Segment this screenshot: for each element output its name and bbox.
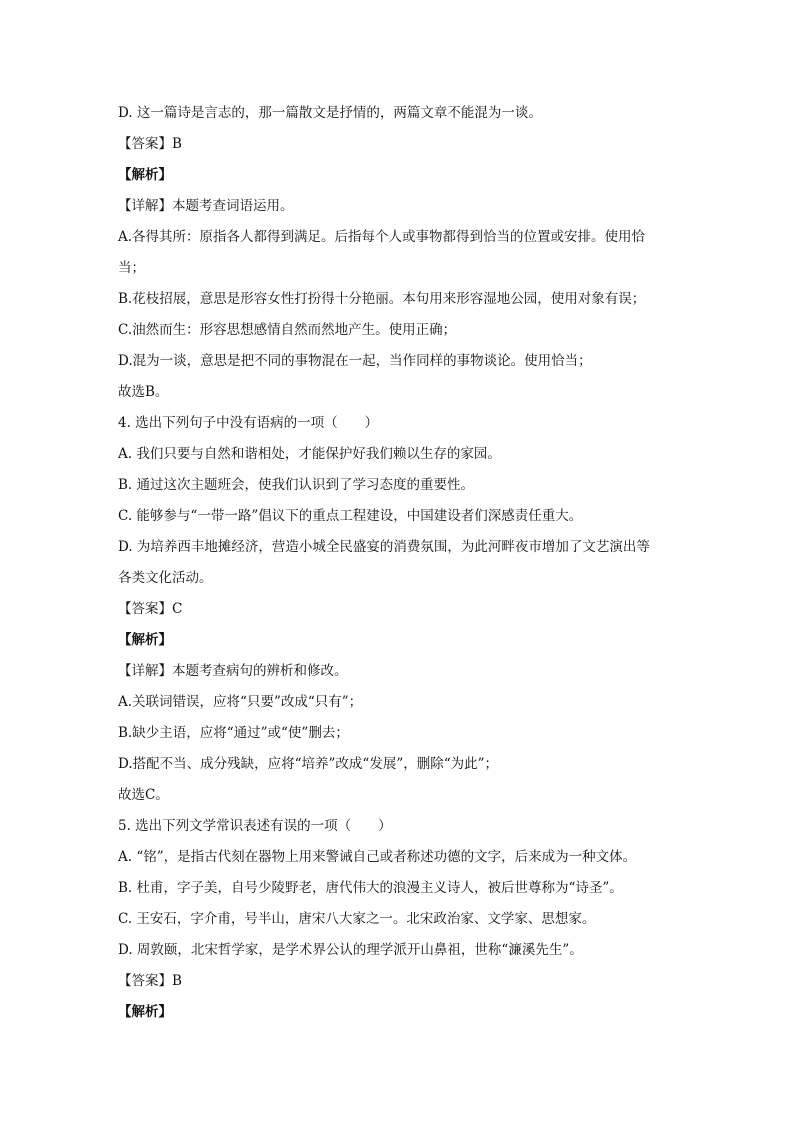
answer-q5: 【答案】B	[118, 973, 182, 989]
explain-b-q3: B.花枝招展，意思是形容女性打扮得十分艳丽。本句用来形容湿地公园，使用对象有误；	[118, 291, 646, 307]
conclusion-q3: 故选B。	[118, 384, 169, 400]
question-5: 5. 选出下列文学常识表述有误的一项（ ）	[118, 818, 392, 834]
explain-c-q3: C.油然而生：形容思想感情自然而然地产生。使用正确；	[118, 322, 457, 338]
answer-q3: 【答案】B	[118, 136, 182, 152]
option-d-q4: D. 为培养西丰地摊经济，营造小城全民盛宴的消费氛围，为此河畔夜市增加了文艺演出等	[118, 539, 650, 555]
conclusion-q4: 故选C。	[118, 787, 169, 803]
option-c-q4: C. 能够参与“一带一路”倡议下的重点工程建设，中国建设者们深感责任重大。	[118, 508, 583, 524]
explain-b-q4: B.缺少主语，应将“通过”或“使”删去；	[118, 725, 349, 741]
analysis-heading-q4: 【解析】	[118, 632, 172, 648]
option-b-q4: B. 通过这次主题班会，使我们认识到了学习态度的重要性。	[118, 477, 475, 493]
answer-q4: 【答案】C	[118, 601, 183, 617]
explain-d-q4: D.搭配不当、成分残缺，应将“培养”改成“发展”，删除“为此”；	[118, 756, 499, 772]
option-b-q5: B. 杜甫，字子美，自号少陵野老，唐代伟大的浪漫主义诗人，被后世尊称为“诗圣”。	[118, 880, 623, 896]
analysis-heading-q5: 【解析】	[118, 1004, 172, 1020]
detail-q4: 【详解】本题考查病句的辨析和修改。	[118, 663, 348, 679]
option-a-q5: A. “铭”，是指古代刻在器物上用来警诫自己或者称述功德的文字，后来成为一种文体。	[118, 849, 637, 865]
explain-d-q3: D.混为一谈，意思是把不同的事物混在一起，当作同样的事物谈论。使用恰当；	[118, 353, 592, 369]
option-d-q3: D. 这一篇诗是言志的，那一篇散文是抒情的，两篇文章不能混为一谈。	[118, 105, 542, 121]
option-a-q4: A. 我们只要与自然和谐相处，才能保护好我们赖以生存的家园。	[118, 446, 501, 462]
explain-a-q4: A.关联词错误，应将“只要”改成“只有”；	[118, 694, 363, 710]
question-4: 4. 选出下列句子中没有语病的一项（ ）	[118, 415, 379, 431]
option-d-q4-cont: 各类文化活动。	[118, 570, 213, 586]
option-c-q5: C. 王安石，字介甫，号半山，唐宋八大家之一。北宋政治家、文学家、思想家。	[118, 911, 596, 927]
detail-q3: 【详解】本题考查词语运用。	[118, 198, 294, 214]
option-d-q5: D. 周敦颐，北宋哲学家，是学术界公认的理学派开山鼻祖，世称“濂溪先生”。	[118, 942, 583, 958]
explain-a-q3: A.各得其所：原指各人都得到满足。后指每个人或事物都得到恰当的位置或安排。使用恰	[118, 229, 646, 245]
analysis-heading-q3: 【解析】	[118, 167, 172, 183]
explain-a-q3-cont: 当；	[118, 260, 145, 276]
